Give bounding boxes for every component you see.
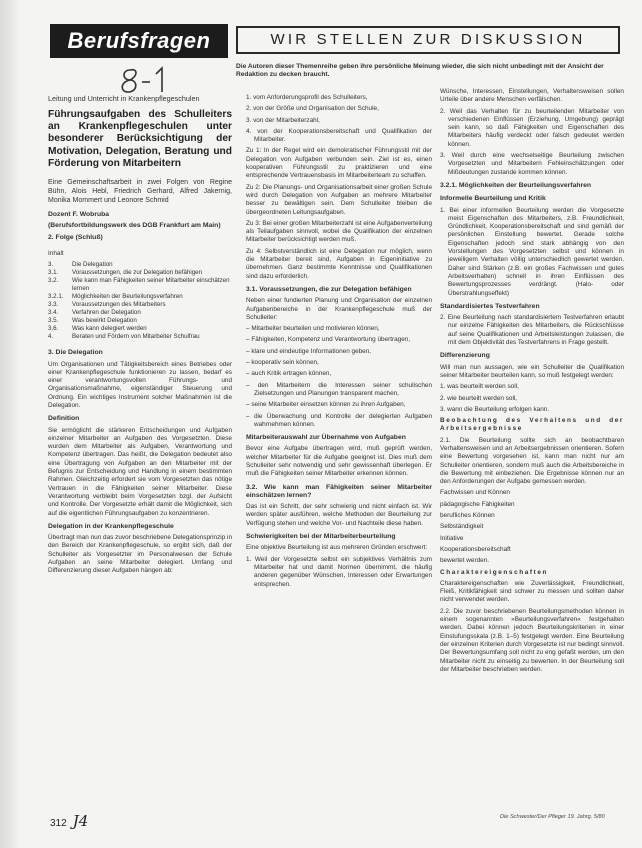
toc-item: 3.1. Voraussetzungen, die zur Delegation befähigen [48,269,203,277]
toc-item: 3.6. Was kann delegiert werden [48,325,147,333]
toc-item: 3. Die Delegation [48,261,113,269]
criteria-item: bewertet werden. [440,557,490,565]
handwritten-annotation [116,62,176,96]
body-paragraph: 2.1. Die Beurteilung sollte sich an beobachtbaren Verhaltensweisen und an Arbeitsergebnissen orientieren. Sofern eine Bewertung vorgesehen ist, kann man nicht nur am Schulleiter orientieren, sondern muß auch die Arbeitsbereiche in die Bewertung mit einbeziehen. Die Ergebnisse können nur an den Anforderungen der Aufgabe gemessen werden. [440,436,624,486]
list-item: 3. wann die Beurteilung erfolgen kann. [440,405,550,413]
list-item: 2. von der Größe und Organisation der Schule, [246,105,379,113]
list-item: – Mitarbeiter beurteilen und motivieren können, [246,325,380,333]
body-paragraph: Bevor eine Aufgabe übertragen wird, muß geprüft werden, welcher Mitarbeiter für die Aufgabe geeignet ist. Dies muß dem Schulleiter sehr notwendig und sehr gewissenhaft überlegen. Er muß die Fähigkeiten seiner Mitarbeiter erkennen können. [246,445,432,478]
section-heading: Mitarbeiterauswahl zur Übernahme von Aufgaben [246,434,406,442]
list-item: 4. von der Kooperationsbereitschaft und Qualifikation der Mitarbeiter. [246,127,432,144]
toc-label: Inhalt [48,249,64,257]
toc-item: 4. Beraten und Fördern von Mitarbeiter Schulfrau [48,333,200,341]
body-paragraph: Zu 4: Selbstverständlich ist eine Delegation nur möglich, wenn die Mitarbeiter bereit sind, Aufgaben in Eigeninitiative zu übernehmen. Ganz bestimmte Kenntnisse und Qualifikationen sind dazu erforderlich. [246,247,432,280]
article-part: 2. Folge (Schluß) [48,233,103,241]
toc-item: 3.2. Wie kann man Fähigkeiten seiner Mitarbeiter einschätzen lernen [48,277,230,293]
section-heading: Informelle Beurteilung und Kritik [440,195,546,203]
body-paragraph: 2.2. Die zuvor beschriebenen Beurteilungsmethoden können in einem sogenannten »Beurteilungsverfahren« festgehalten werden. Dabei können jedoch Beurteilungskriterien in einer Einstufungsskala (z.B. 1–5) festgelegt werden. Eine Beurteilung der einzelnen Kriterien durch Vorgesetzte ist nur bedingt sinnvoll. Der Bewertungsumfang soll nicht zu eng gefaßt werden, um den Mitarbeiter nicht zu einseitig zu bewerten. In der Beurteilung soll der Mitarbeiter beschrieben werden. [440,607,625,673]
spaced-heading: Charaktereigenschaften [440,568,549,576]
list-item: 3. Weil durch eine wechselseitige Beurteilung zwischen Vorgesetzten und Mitarbeitern Fehleinschätzungen oder Mißdeutungen zustande kommen können. [440,152,624,176]
list-item: – den Mitarbeitern die Interessen seiner schulischen Zielsetzungen und Planungen transparent machen, [246,381,432,397]
list-item: 2. wie beurteilt werden soll, [440,394,518,402]
section-heading: Schwierigkeiten bei der Mitarbeiterbeurteilung [246,533,396,541]
article-authors: Eine Gemeinschaftsarbeit in zwei Folgen von Regine Bühn, Alois Hebl, Friedrich Gerhard, Alfred Jakernig, Monika Mommert und Leonore Schmid [48,179,232,205]
list-item: – seine Mitarbeiter einsetzen können zu ihren Aufgaben, [246,401,406,409]
body-paragraph: Wünsche, Interessen, Einstellungen, Verhaltensweisen sollen Urteile über andere Menschen verfälschen. [440,88,624,104]
spaced-heading: Beobachtung des Verhaltens und der Arbeitsergebnisse [440,417,624,433]
section-heading: 3.2. Wie kann man Fähigkeiten seiner Mitarbeiter einschätzen lernen? [246,483,432,499]
article-institute: (Berufsfortbildungswerk des DGB Frankfurt am Main) [48,222,221,230]
body-paragraph: Neben einer fundierten Planung und Organisation der einzelnen Aufgabenbereiche in der Krankenpflegeschule muß der Schulleiter: [246,297,432,321]
list-item: 2. Eine Beurteilung nach standardisiertem Testverfahren erlaubt nur einzelne Fähigkeiten des Mitarbeiters, die Rückschlüsse auf seine Qualifikationen und Arbeitsleistungen zulassen, die mit dem Objektivität des Testverfahrens in Frage gestellt. [440,314,624,347]
page-handwriting: J4 [72,812,89,830]
toc-item: 3.5. Was bewirkt Delegation [48,317,137,325]
body-paragraph: Zu 3: Bei einer großen Mitarbeiterzahl ist eine Aufgabenverteilung als Teilaufgaben sinnvoll, wobei die Qualifikation der einzelnen Mitarbeiter berücksichtigt werden muß. [246,219,432,244]
section-heading: 3.1. Voraussetzungen, die zur Delegation befähigen [246,285,412,293]
list-item: 1. was beurteilt werden soll, [440,383,519,391]
list-item: – auch Kritik ertragen können, [246,370,332,378]
column-right [440,88,624,677]
section-brand-label: Berufsfragen [50,24,228,58]
criteria-item: Selbständigkeit [440,523,484,531]
list-item: – klare und eindeutige Informationen geben, [246,347,372,355]
criteria-item: berufliches Können [440,512,495,520]
body-paragraph: Übertragt man nun das zuvor beschriebene Delegationsprinzip in den Bereich der Krankenpflegeschule, so ergibt sich, daß der Schulleiter als Vorgesetzter im Personalwesen der Schule Aufgaben an seine Mitarbeiter delegiert. Umfang und Differenzierung dieser Aufgaben hängen ab: [48,534,233,575]
criteria-item: Kooperationsbereitschaft [440,545,511,553]
page-number-value: 312 [50,818,67,829]
list-item: 1. Weil der Vorgesetzte selbst ein subjektives Verhältnis zum Mitarbeiter hat und damit Normen übernimmt, die häufig anderen gegenüber Wünschen, Interessen oder Erwartungen entsprechen. [246,555,432,588]
body-paragraph: Um Organisationen und Tätigkeitsbereich eines Betriebes oder einer Krankenpflegeschule funktionieren zu lassen, bedarf es einer verantwortungsvollen Führungs- und Organisationsmaßnahme, eigenständiger Steuerung und Ordnung. Ein wichtiges Instrument solcher Maßnahmen ist die Delegation. [48,360,232,409]
article-title: Führungsaufgaben des Schulleiters an Krankenpflegeschulen unter besonderer Berücksichtigung der Motivation, Delegation, Beratung und Förderung von Mitarbeitern [48,109,232,169]
page-number [50,812,88,830]
list-item: 3. von der Mitarbeiterzahl, [246,116,320,124]
list-item: – kooperativ sein können, [246,359,319,367]
toc-item: 3.4. Verfahren der Delegation [48,309,141,317]
body-paragraph: Das ist ein Schritt, der sehr schwierig und nicht einfach ist. Wir werden später ausführen, welche Methoden der Beurteilung zur Verfügung stehen und welche Vor- und Nachteile diese haben. [246,503,432,527]
section-heading: Standardisiertes Testverfahren [440,302,540,310]
section-heading: Delegation in der Krankenpflegeschule [48,522,174,530]
body-paragraph: Zu 2: Die Planungs- und Organisationsarbeit einer großen Schule wird durch Delegation von Aufgaben an mehrere Mitarbeiter besser zu bewältigen sein. Dem Schulleiter bleiben die übergeordneten Leitungsaufgaben. [246,183,432,216]
editorial-disclaimer: Die Autoren dieser Themenreihe geben ihre persönliche Meinung wieder, die sich nicht unbedingt mit der Ansicht der Redaktion zu decken braucht. [236,63,604,79]
criteria-item: Fachwissen und Können [440,489,510,497]
article-editor: Dozent F. Wobruba [48,211,110,219]
list-item: 2. Weil das Verhalten für zu beurteilenden Mitarbeiter von verschiedenen Einflüssen (Erziehung, Umgebung) geprägt sein kann, so daß Fähigkeiten und Eigenschaften des Mitarbeiters häufig verdeckt oder falsch gedeutet werden können. [440,107,624,148]
body-paragraph: Will man nun aussagen, wie ein Schulleiter die Qualifikation seiner Mitarbeiter beurteilen kann, so muß festgelegt werden: [440,363,624,379]
criteria-item: pädagogische Fähigkeiten [440,500,515,508]
column-middle [246,94,432,592]
section-heading: 3.2.1. Möglichkeiten der Beurteilungsverfahren [440,181,592,189]
toc-item: 3.3. Voraussetzungen des Mitarbeiters [48,301,166,309]
toc-item: 3.2.1. Möglichkeiten der Beurteilungsverfahren [48,293,183,301]
list-item: – die Überwachung und Kontrolle der delegierten Aufgaben wahrnehmen können. [246,412,432,428]
scan-edge-shadow [0,0,20,848]
list-item: – Fähigkeiten, Kompetenz und Verantwortung übertragen, [246,336,411,344]
series-heading: WIR STELLEN ZUR DISKUSSION [236,26,620,54]
body-paragraph: Eine objektive Beurteilung ist aus mehreren Gründen erschwert: [246,544,428,552]
body-paragraph: Charaktereigenschaften wie Zuverlässigkeit, Freundlichkeit, Fleiß, Kritikfähigkeit sind schwer zu messen und sollten daher nicht verwendet werden. [440,579,624,604]
list-item: 1. vom Anforderungsprofil des Schulleiters, [246,94,368,101]
section-heading: 3. Die Delegation [48,349,103,357]
criteria-item: Initiative [440,534,464,542]
table-of-contents [48,261,232,341]
list-item: 1. Bei einer informellen Beurteilung werden die Vorgesetzte meist Eigenschaften des Mitarbeiters, z.B. Freundlichkeit, Gründlichkeit, Kooperationsbereitschaft und sind gemäß der persönlichen Einstellung bewertet. Gerade solche Eigenschaften jedoch sind stark abhängig von den Vorstellungen des Vorgesetzten selbst und können in jeweiligem Verhalten völlig unterschiedlich gewertet werden. Daher sind Stärken (z.B. ein großes Fachwissen und gutes Arbeitsverhalten) schnell in ihren Einflüssen des Bewertungsprozesses verdrängt. (Halo- oder Überstrahlungseffekt) [440,206,624,297]
section-heading: Definition [48,415,80,423]
body-paragraph: Sie ermöglicht die stärkeren Entscheidungen und Aufgaben einzelner Mitarbeiter an Aufgaben des Vorgesetzten. Diese wurden dem Mitarbeiter als Aufgaben, Verantwortung und Kompetenz übertragen. Das heißt, die Delegation bedeutet also eine Übertragung von Aufgaben an den Mitarbeiter mit der Befugnis zur Entscheidung und Handlung in einem bestimmten Rahmen. Gleichzeitig erfordert sie vom Vorgesetzten das nötige Vertrauen in die Fähigkeiten seiner Mitarbeiter. Diese Verantwortung verbleibt beim Vorgesetzten bzgl. der Aufsicht und Kontrolle. Der Vorgesetzte erhält damit die Möglichkeit, sich auf die eigentlichen Führungsaufgaben zu konzentrieren. [48,426,232,517]
article-subtitle: Leitung und Unterricht in Krankenpflegeschulen [48,94,200,103]
journal-source: Die Schwester/Der Pfleger 19. Jahrg. 5/80 [500,814,605,820]
section-heading: Differenzierung [440,352,490,360]
column-left [48,94,232,579]
body-paragraph: Zu 1: In der Regel wird ein demokratischer Führungsstil mit der Delegation von Aufgaben verbunden sein. Ziel ist es, einen kooperativen Führungsstil zu praktizieren und eine entsprechende Vertrauensbasis im Mitarbeiterteam zu schaffen. [246,147,432,180]
